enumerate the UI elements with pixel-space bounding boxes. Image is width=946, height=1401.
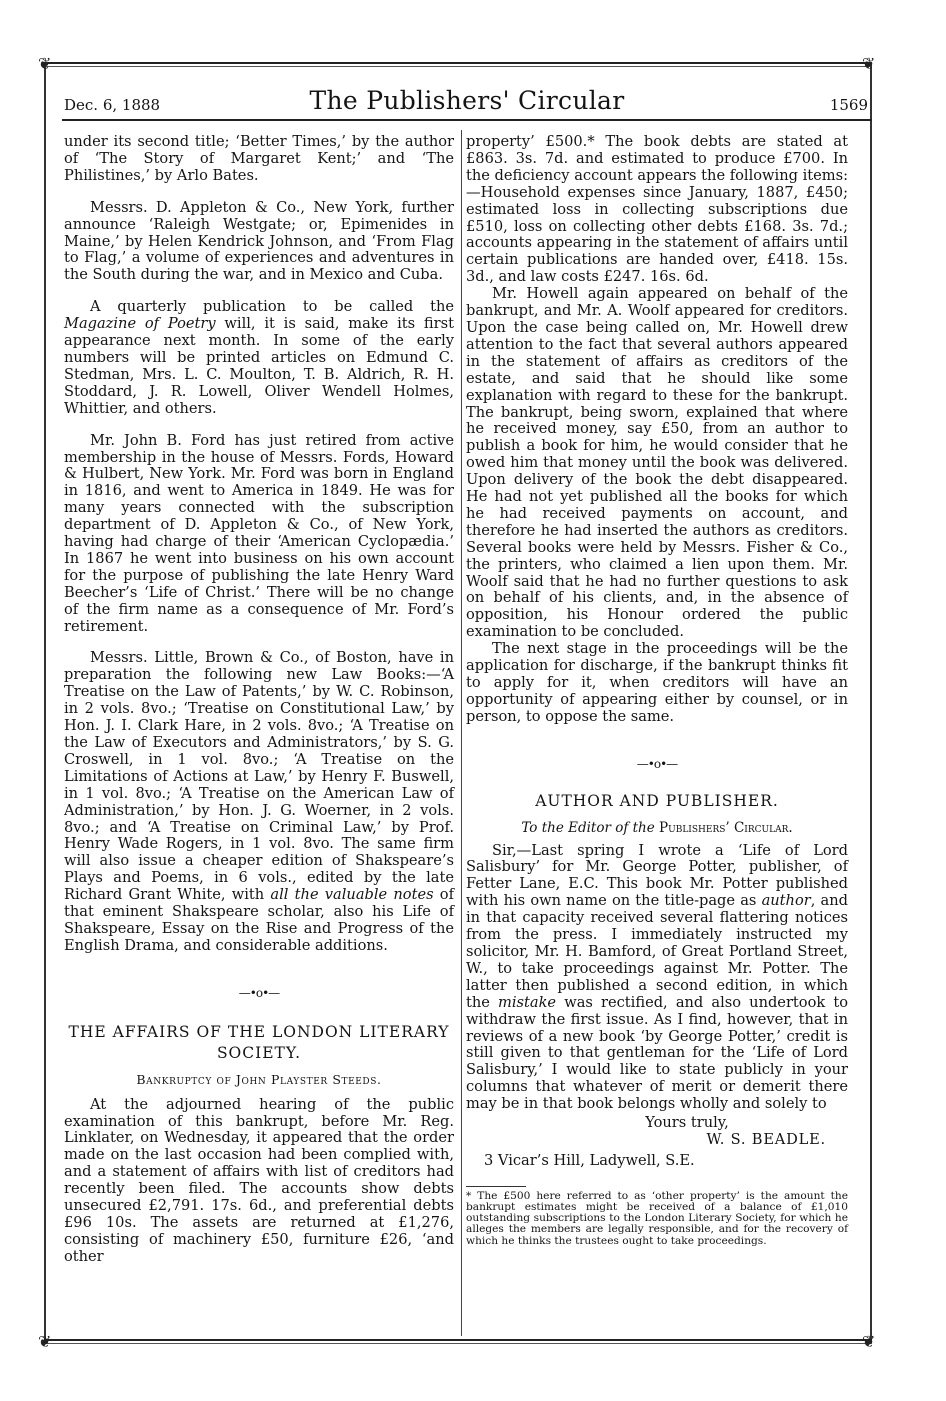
paragraph-magazine-text-b: will, it is said, make its first appearance next month. In some of the early numbers will be printed articles on Edmund C. Stedman, Mrs. L. C. Moulton, T. B. Aldrich, R. H. Stoddard, J. R. Lowell, Oliver Wendell Holmes, Whittier, and others. bbox=[64, 315, 454, 417]
footnote: * The £500 here referred to as ‘other property’ is the amount the bankrupt estimates might be received of a balance of £1,010 outstanding subscriptions to the London Literary Society, for which he alleges the members are legally responsible, and for the recovery of which he thinks the trustees ought to take proceedings. bbox=[466, 1189, 848, 1247]
letter-signature: W. S. BEADLE. bbox=[706, 1130, 826, 1148]
section-title-author-publisher: AUTHOR AND PUBLISHER. bbox=[535, 791, 779, 810]
paragraph-john-ford: Mr. John B. Ford has just retired from active membership in the house of Messrs. Fords, Howard & Hulbert, New York. Mr. Ford was born in England in 1816, and went to America in 1849. He was for many years connected with the subscription department of D. Appleton & Co., of New York, having had charge of their ‘American Cyclopædia.’ In 1867 he went into business on his own account for the purpose of publishing the late Henry Ward Beecher’s ‘Life of Christ.’ There will be no change of the firm name as a consequence of Mr. Ford’s retirement. bbox=[64, 431, 454, 635]
header-title: The Publishers' Circular bbox=[309, 86, 625, 115]
letter-text-a: Sir,—Last spring I wrote a ‘Life of Lord Salisbury’ for Mr. George Potter, publisher, of Fetter Lane, E.C. This book Mr. Potter published with his own name on the title-page as bbox=[466, 841, 848, 910]
paragraph-magazine-text-a: A quarterly publication to be called the bbox=[90, 298, 454, 316]
paragraph-property: property’ £500.* The book debts are stated at £863. 3s. 7d. and estimated to produce £700. In the deficiency account appears the following items:—Household expenses since January, 1887, £450; estimated loss in collecting subscriptions due £510, loss on collecting other debts £168. 3s. 7d.; accounts appearing in the statement of affairs until certain publications are handed over, £418. 15s. 3d., and law costs £247. 16s. 6d. bbox=[466, 133, 848, 286]
mistake-italic: mistake bbox=[498, 993, 557, 1011]
paragraph-better-times: under its second title; ‘Better Times,’ by the author of ‘The Story of Margaret Kent;’ and ‘The Philistines,’ by Arlo Bates. bbox=[64, 133, 454, 184]
letter-text-c: was rectified, and also undertook to withdraw the first issue. As I find, however, that in reviews of a new book ‘by George Potter,’ credit is still given to that gentleman for the ‘Life of Lord Salisbury,’ I would like to state publicly in your columns that whatever of merit or demerit there may be in that book belongs wholly and solely to bbox=[466, 993, 848, 1113]
paragraph-little-brown-a: Messrs. Little, Brown & Co., of Boston, have in preparation the following new Law Books:—‘A Treatise on the Law of Patents,’ by W. C. Robinson, in 2 vols. 8vo.; ‘Treatise on Constitutional Law,’ by Hon. J. I. Clark Hare, in 2 vols. 8vo.; ‘A Treatise on the Law of Executors and Administrators,’ by S. G. Croswell, in 1 vol. 8vo.; ‘A Treatise on the Limitations of Actions at Law,’ by Henry F. Buswell, in 1 vol. 8vo.; ‘A Treatise on the American Law of Administration,’ by Hon. J. G. Woerner, in 2 vols. 8vo.; and ‘A Treatise on Criminal Law,’ by Prof. Henry Wade Rogers, in 1 vol. 8vo. The same firm will also issue a cheaper edition of Shakspeare’s Plays and Poems, in 6 vols., edited by the late Richard Grant White, with bbox=[64, 649, 454, 904]
letter-address: 3 Vicar’s Hill, Ladywell, S.E. bbox=[484, 1151, 695, 1169]
letter-body bbox=[466, 843, 848, 1114]
left-border-rule bbox=[44, 62, 46, 1344]
footnote-rule bbox=[466, 1186, 526, 1187]
right-column bbox=[466, 134, 848, 1247]
ornament-top-right-icon: ❦ bbox=[862, 54, 876, 73]
right-border-rule bbox=[870, 62, 872, 1344]
to-the-editor-line bbox=[466, 820, 848, 837]
paragraph-appleton: Messrs. D. Appleton & Co., New York, further announce ‘Raleigh Westgate; or, Epimenides in Maine,’ by Helen Kendrick Johnson, and ‘From Flag to Flag,’ a volume of experiences and adventures in the South during the war, and in Mexico and Cuba. bbox=[64, 198, 454, 284]
header-rule bbox=[62, 119, 872, 121]
top-border-rule bbox=[44, 62, 872, 64]
letter-closing: Yours truly, bbox=[645, 1114, 729, 1132]
column-divider bbox=[461, 130, 462, 1336]
paragraph-magazine-of-poetry bbox=[64, 299, 454, 417]
section-separator-right: —•o•— bbox=[636, 756, 678, 771]
author-italic: author bbox=[761, 892, 811, 910]
left-column bbox=[64, 134, 454, 1266]
ornament-top-left-icon: ❦ bbox=[38, 54, 52, 73]
to-editor-italic: To the Editor of the bbox=[521, 819, 655, 836]
header-page-number: 1569 bbox=[829, 96, 868, 114]
bottom-border-rule-thin bbox=[44, 1343, 872, 1344]
magazine-title-italic: Magazine of Poetry bbox=[64, 315, 216, 333]
valuable-notes-italic: all the valuable notes bbox=[270, 886, 434, 904]
top-border-rule-thin bbox=[44, 66, 872, 67]
to-editor-smallcaps: Publishers’ Circular. bbox=[659, 819, 793, 836]
header-date: Dec. 6, 1888 bbox=[64, 96, 161, 114]
ornament-bottom-right-icon: ❦ bbox=[862, 1332, 876, 1351]
paragraph-next-stage: The next stage in the proceedings will be the application for discharge, if the bankrupt thinks fit to apply for it, when creditors will have an opportunity of appearing either by counsel, or in person, to oppose the same. bbox=[466, 640, 848, 725]
paragraph-little-brown bbox=[64, 650, 454, 954]
paragraph-mr-howell: Mr. Howell again appeared on behalf of the bankrupt, and Mr. A. Woolf appeared for creditors. Upon the case being called on, Mr. Howell drew attention to the fact that several authors appeared in the statement of affairs as creditors of the estate, and said that he should like some explanation with regard to these for the bankrupt. The bankrupt, being sworn, explained that where he received money, say £50, from an author to publish a book for him, he would consider that he owed him that money until the book was delivered. Upon delivery of the book the debt disappeared. He had not yet published all the books for which he had received payments on account, and therefore he had inserted the authors as creditors. Several books were held by Messrs. Fisher & Co., the printers, who claimed a lien upon them. Mr. Woolf said that he had no further questions to ask on behalf of his clients, and, in the absence of opposition, his Honour ordered the public examination to be concluded. bbox=[466, 285, 848, 641]
paragraph-adjourned-hearing: At the adjourned hearing of the public examination of this bankrupt, before Mr. Reg. Linklater, on Wednesday, it appeared that the order made on the last occasion had been complied with, and a statement of affairs with list of creditors had recently been filed. The accounts show debts unsecured £2,791. 17s. 6d., and preferential debts £96 10s. The assets are returned at £1,276, consisting of machinery £50, furniture £26, ‘and other bbox=[64, 1095, 454, 1265]
section-subtitle-bankruptcy: Bankruptcy of John Playster Steeds. bbox=[136, 1071, 382, 1087]
bottom-border-rule bbox=[44, 1339, 872, 1341]
section-separator: —•o•— bbox=[238, 985, 280, 1000]
letter-text-b: , and in that capacity received several flattering notices from the press. I immediately instructed my solicitor, Mr. H. Bamford, of Great Portland Street, W., to take proceedings against Mr. Potter. The latter then published a second edition, in which the bbox=[466, 892, 848, 1011]
ornament-bottom-left-icon: ❦ bbox=[38, 1332, 52, 1351]
page-header bbox=[62, 86, 872, 118]
section-title-london-literary-society: THE AFFAIRS OF THE LONDON LITERARY SOCIETY. bbox=[68, 1022, 450, 1062]
paragraph-little-brown-b: of that eminent Shakspeare scholar, also his Life of Shakspeare, Essay on the Rise and Progress of the English Drama, and considerable additions. bbox=[64, 886, 454, 954]
